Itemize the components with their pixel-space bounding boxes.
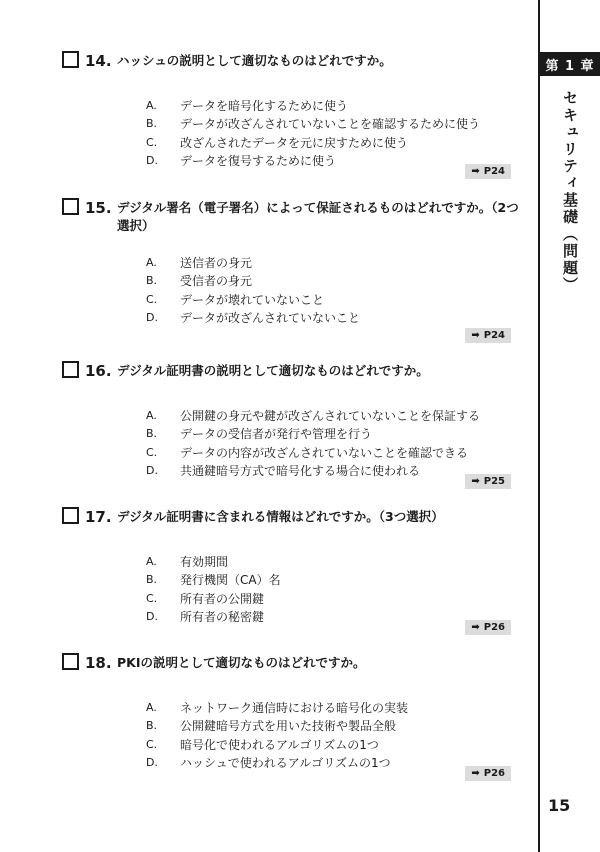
question-checkbox[interactable]: [62, 653, 79, 670]
choice-text: 送信者の身元: [180, 255, 253, 270]
page-reference: [465, 164, 511, 179]
side-divider: [538, 0, 540, 852]
choice-list: [62, 406, 524, 480]
question-number: 15.: [85, 199, 112, 217]
choice-letter: C.: [146, 591, 158, 605]
choice-item: [146, 552, 524, 571]
question-16: [62, 362, 524, 480]
choice-text: ネットワーク通信時における暗号化の実装: [180, 700, 409, 715]
arrow-right-icon: ➡: [471, 330, 480, 341]
choice-text: 公開鍵暗号方式を用いた技術や製品全般: [180, 719, 397, 734]
choice-letter: D.: [146, 154, 158, 168]
reference-text: P24: [483, 330, 505, 341]
choice-text: 所有者の秘密鍵: [180, 610, 265, 625]
choice-text: 暗号化で使われるアルゴリズムの1つ: [180, 737, 379, 752]
choice-letter: D.: [146, 756, 158, 770]
reference-text: P26: [483, 622, 505, 633]
question-checkbox[interactable]: [62, 361, 79, 378]
choice-text: 公開鍵の身元や鍵が改ざんされていないことを保証する: [180, 408, 481, 423]
reference-text: P24: [483, 166, 505, 177]
choice-item: [146, 443, 524, 462]
question-number: 16.: [85, 362, 112, 380]
page-reference: [465, 766, 511, 781]
page-reference: [465, 620, 511, 635]
reference-text: P25: [483, 476, 505, 487]
page-reference: [465, 474, 511, 489]
arrow-right-icon: ➡: [471, 476, 480, 487]
question-text: ハッシュの説明として適切なものはどれですか。: [117, 53, 392, 68]
choice-item: [146, 309, 524, 328]
choice-letter: C.: [146, 737, 158, 751]
question-checkbox[interactable]: [62, 198, 79, 215]
choice-letter: D.: [146, 464, 158, 478]
question-number: 18.: [85, 654, 112, 672]
choice-item: [146, 406, 524, 425]
choice-item: [146, 253, 524, 272]
choice-item: [146, 133, 524, 152]
choice-text: 改ざんされたデータを元に戻すために使う: [180, 135, 409, 150]
choice-item: [146, 425, 524, 444]
question-number: 17.: [85, 508, 112, 526]
choice-text: ハッシュで使われるアルゴリズムの1つ: [180, 756, 391, 771]
choice-letter: A.: [146, 98, 157, 112]
choice-text: データを復号するために使う: [180, 154, 337, 169]
choice-text: データが壊れていないこと: [180, 292, 325, 307]
choice-letter: A.: [146, 255, 157, 269]
choice-text: 共通鍵暗号方式で暗号化する場合に使われる: [180, 464, 421, 479]
choice-letter: C.: [146, 292, 158, 306]
choice-list: [62, 253, 524, 327]
page-number: 15: [548, 796, 571, 815]
arrow-right-icon: ➡: [471, 166, 480, 177]
question-checkbox[interactable]: [62, 51, 79, 68]
choice-letter: B.: [146, 573, 158, 587]
arrow-right-icon: ➡: [471, 768, 480, 779]
choice-text: 受信者の身元: [180, 274, 253, 289]
choice-item: [146, 735, 524, 754]
choice-letter: A.: [146, 700, 157, 714]
question-text: デジタル署名（電子署名）によって保証されるものはどれですか。（2つ選択）: [117, 200, 519, 233]
choice-item: [146, 698, 524, 717]
choice-letter: D.: [146, 311, 158, 325]
question-18: [62, 654, 524, 772]
choice-letter: A.: [146, 554, 157, 568]
choice-list: [62, 96, 524, 170]
choice-text: データが改ざんされていないこと: [180, 311, 361, 326]
question-17: [62, 508, 524, 626]
choice-letter: A.: [146, 408, 157, 422]
page-reference: [465, 328, 511, 343]
choice-item: [146, 589, 524, 608]
choice-list: [62, 552, 524, 626]
choice-list: [62, 698, 524, 772]
question-text: デジタル証明書に含まれる情報はどれですか。（3つ選択）: [117, 509, 444, 524]
reference-text: P26: [483, 768, 505, 779]
choice-text: 所有者の公開鍵: [180, 591, 265, 606]
choice-letter: B.: [146, 274, 158, 288]
question-text: PKIの説明として適切なものはどれですか。: [117, 655, 366, 670]
question-14: [62, 52, 524, 170]
choice-letter: C.: [146, 445, 158, 459]
choice-text: データの受信者が発行や管理を行う: [180, 427, 373, 442]
choice-letter: B.: [146, 117, 158, 131]
choice-item: [146, 290, 524, 309]
choice-text: 発行機関（CA）名: [180, 573, 281, 588]
question-text: デジタル証明書の説明として適切なものはどれですか。: [117, 363, 429, 378]
choice-letter: C.: [146, 135, 158, 149]
choice-text: データを暗号化するために使う: [180, 98, 349, 113]
choice-letter: D.: [146, 610, 158, 624]
question-checkbox[interactable]: [62, 507, 79, 524]
choice-text: データが改ざんされていないことを確認するために使う: [180, 117, 481, 132]
chapter-tab: 第 1 章: [540, 52, 600, 76]
choice-text: データの内容が改ざんされていないことを確認できる: [180, 445, 469, 460]
choice-item: [146, 717, 524, 736]
choice-item: [146, 272, 524, 291]
choice-item: [146, 571, 524, 590]
choice-letter: B.: [146, 719, 158, 733]
question-15: [62, 199, 524, 327]
choice-item: [146, 96, 524, 115]
choice-item: [146, 115, 524, 134]
arrow-right-icon: ➡: [471, 622, 480, 633]
choice-letter: B.: [146, 427, 158, 441]
chapter-title: セキュリティ基礎（問題）: [561, 90, 579, 294]
choice-text: 有効期間: [180, 554, 229, 569]
question-number: 14.: [85, 52, 112, 70]
